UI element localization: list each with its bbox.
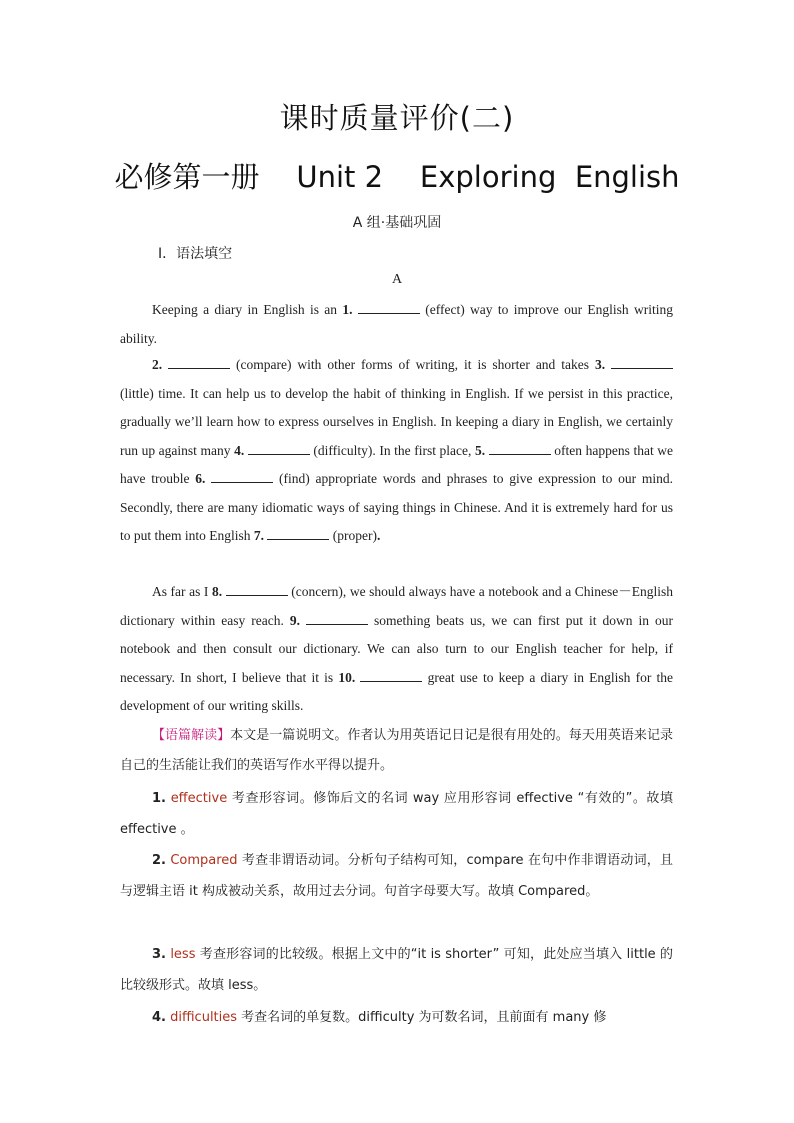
question-number: 8. bbox=[211, 584, 223, 599]
group-heading: A 组·基础巩固 bbox=[352, 215, 442, 231]
question-number: 2. bbox=[152, 357, 163, 372]
answer-blank bbox=[267, 525, 329, 540]
passage-analysis: 【语篇解读】本文是一篇说明文。作者认为用英语记日记是很有用处的。每天用英语来记录自己的生活能让我们的英语写作水平得以提升。 bbox=[120, 728, 673, 773]
answer-blank bbox=[248, 440, 310, 455]
question-number: 3. bbox=[594, 357, 606, 372]
answer-blank bbox=[489, 440, 551, 455]
passage-paragraph-1: Keeping a diary in English is an 1. (effect) way to improve our English writing ability. bbox=[120, 296, 673, 353]
answer-item-1: 1. effective 考查形容词。修饰后文的名词 way 应用形容词 effective “有效的”。故填 effective 。 bbox=[120, 791, 673, 837]
question-number: 10. bbox=[338, 669, 356, 685]
answer-blank bbox=[358, 299, 420, 314]
answer-blank bbox=[611, 354, 673, 369]
question-number: 1. bbox=[342, 302, 353, 317]
page-title: 课时质量评价(二) bbox=[279, 101, 515, 135]
answer-text: Compared bbox=[170, 853, 238, 868]
answer-item-3: 3. less 考查形容词的比较级。根据上文中的“it is shorter” 可知，此处应当填入 little 的比较级形式。故填 less。 bbox=[120, 947, 673, 993]
answer-text: less bbox=[170, 947, 196, 962]
answer-text: difficulties bbox=[170, 1010, 238, 1025]
passage-paragraph-2: 2. (compare) with other forms of writing, it is shorter and takes 3. (little) time. It can help us to develop the habit of thinking in English. If we persist in this practice, gradually we’ll learn how to express ourselves in English. In keeping a diary in English, we certainly run up against many 4. (difficulty). In the first place, 5. often happens that we have trouble 6. (find) appropriate words and phrases to give expression to our mind. Secondly, there are many idiomatic ways of saying things in Chinese. And it is extremely hard for us to put them into English 7. (proper). bbox=[120, 351, 673, 551]
answer-blank bbox=[168, 354, 230, 369]
question-number: 4. bbox=[234, 442, 245, 458]
passage-label: A bbox=[391, 272, 403, 287]
answer-blank bbox=[226, 581, 288, 596]
answer-blank bbox=[306, 610, 368, 625]
question-number: 7. bbox=[253, 528, 264, 543]
answer-item-2: 2. Compared 考查非谓语动词。分析句子结构可知，compare 在句中作非谓语动词，且与逻辑主语 it 构成被动关系，故用过去分词。句首字母要大写。故填 Compared。 bbox=[120, 853, 673, 899]
answer-blank bbox=[211, 468, 273, 483]
answer-blank bbox=[360, 667, 422, 682]
question-number: 5. bbox=[475, 442, 486, 458]
analysis-tag: 【语篇解读】 bbox=[152, 728, 231, 743]
question-number: 6. bbox=[195, 471, 206, 486]
passage-paragraph-3: As far as I 8. (concern), we should always have a notebook and a Chinese－English dictionary within easy reach. 9. something beats us, we can first put it down in our notebook and then consult our dictionary. We can also turn to our English teacher for help, if necessary. In short, I believe that it is 10. great use to keep a diary in English for the development of our writing skills. bbox=[120, 578, 673, 721]
answer-item-4: 4. difficulties 考查名词的单复数。difficulty 为可数名词，且前面有 many 修 bbox=[152, 1010, 607, 1025]
question-number: 9. bbox=[289, 612, 300, 628]
answer-text: effective bbox=[170, 791, 228, 806]
section-heading: Ⅰ．语法填空 bbox=[158, 246, 233, 262]
page-subtitle: 必修第一册 Unit 2 Exploring English bbox=[114, 160, 680, 194]
